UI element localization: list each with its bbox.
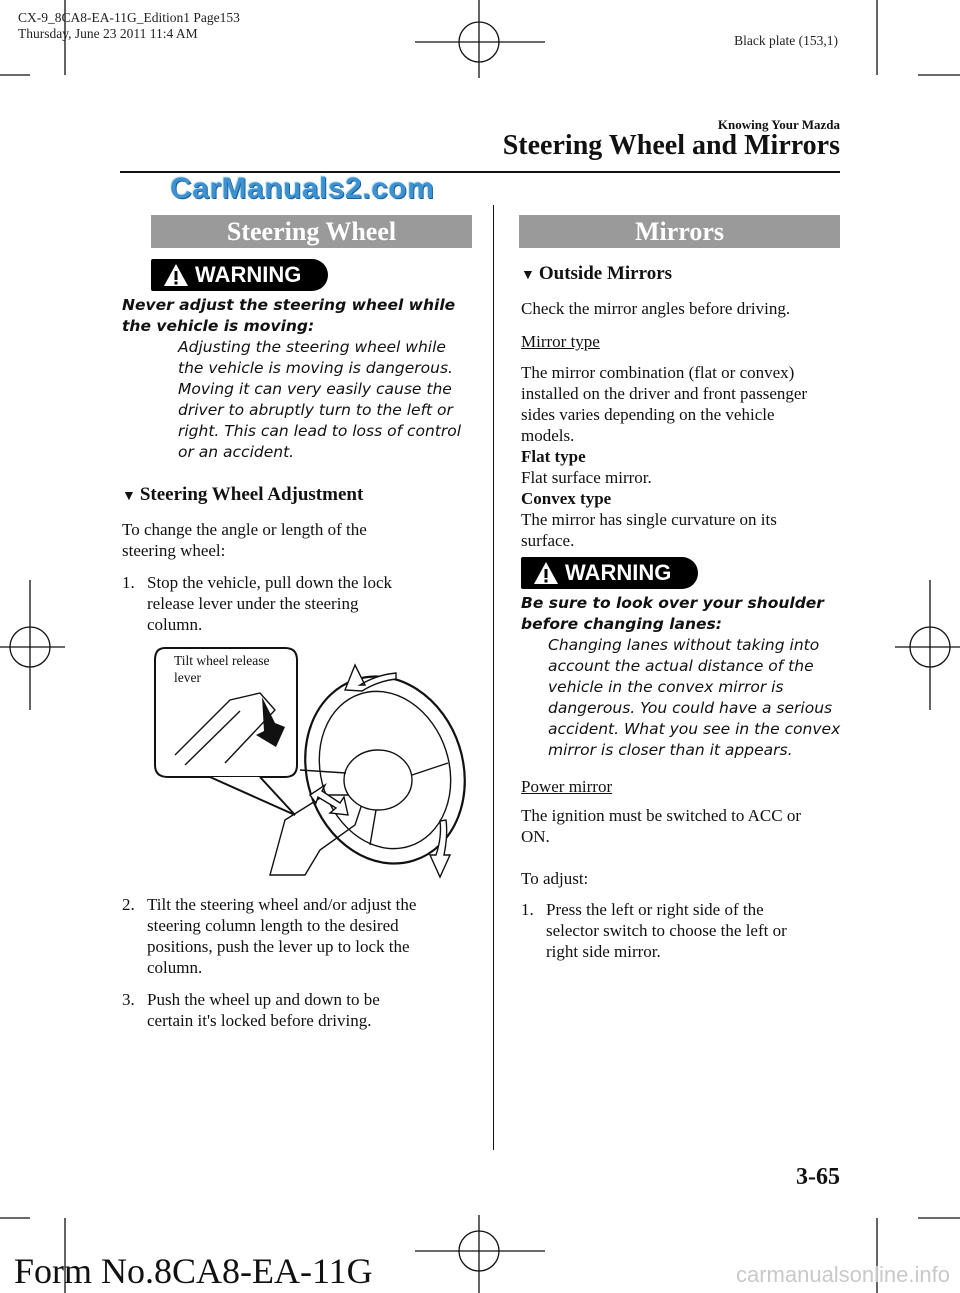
step-2	[122, 894, 487, 978]
step-line: positions, push the lever up to lock the	[147, 937, 410, 956]
print-metadata	[18, 10, 240, 42]
triangle-down-icon: ▼	[122, 489, 136, 504]
warning-label: WARNING	[195, 262, 302, 287]
warning-badge	[151, 259, 328, 291]
subhead-text: Outside Mirrors	[538, 263, 673, 284]
warning-label: WARNING	[565, 560, 672, 585]
warning-body-line: Moving it can very easily cause the	[178, 380, 452, 398]
figure-caption-line: Tilt wheel release	[174, 653, 270, 668]
warning-body-line: or an accident.	[178, 443, 295, 461]
step-number: 1.	[122, 573, 135, 592]
warning-body-line: driver to abruptly turn to the left or	[178, 401, 453, 419]
mirrors-banner: Mirrors	[519, 215, 840, 248]
warning-triangle-icon	[163, 263, 189, 287]
form-number: Form No.8CA8-EA-11G	[14, 1251, 373, 1291]
warning-body-line: the vehicle is moving is dangerous.	[178, 359, 453, 377]
flat-type-label: Flat type	[521, 447, 586, 466]
warning-lead-line: before changing lanes:	[521, 615, 722, 633]
page-title: Steering Wheel and Mirrors	[502, 130, 840, 161]
body-line: ON.	[521, 827, 550, 846]
warning-body-line: dangerous. You could have a serious	[548, 699, 833, 717]
step-number: 2.	[122, 895, 135, 914]
warning-body-line: Adjusting the steering wheel while	[178, 338, 446, 356]
triangle-down-icon: ▼	[521, 268, 535, 283]
step-line: certain it's locked before driving.	[147, 1011, 372, 1030]
step-line: selector switch to choose the left or	[546, 921, 787, 940]
step-1	[122, 572, 482, 635]
body-line: installed on the driver and front passenger	[521, 384, 808, 403]
warning-lead-line: Never adjust the steering wheel while	[122, 296, 456, 314]
check-mirror-text: Check the mirror angles before driving.	[521, 299, 791, 318]
intro-line: To change the angle or length of the	[122, 520, 367, 539]
subhead-text: Steering Wheel Adjustment	[139, 484, 364, 505]
body-line: The mirror combination (flat or convex)	[521, 363, 795, 382]
section-label: Knowing Your Mazda	[717, 117, 840, 132]
warning-lead-line: the vehicle is moving:	[122, 317, 315, 335]
warning-body	[548, 635, 840, 761]
step-line: Tilt the steering wheel and/or adjust the	[147, 895, 417, 914]
to-adjust-label: To adjust:	[521, 869, 589, 888]
figure-caption-line: lever	[174, 670, 201, 685]
warning-body-line: account the actual distance of the	[548, 657, 814, 675]
body-line: The mirror has single curvature on its	[521, 510, 777, 529]
column-divider	[493, 205, 494, 1150]
steering-intro	[122, 519, 367, 561]
step-number: 3.	[122, 990, 135, 1009]
body-line: surface.	[521, 531, 575, 550]
step-line: steering column length to the desired	[147, 916, 399, 935]
power-mirror-body	[521, 805, 801, 847]
step-line: Stop the vehicle, pull down the lock	[147, 573, 393, 592]
power-mirror-heading: Power mirror	[521, 777, 613, 796]
flat-type-body: Flat surface mirror.	[521, 468, 652, 487]
step-line: right side mirror.	[546, 942, 661, 961]
step-line: column.	[147, 958, 203, 977]
watermark: carmanualsonline.info	[735, 1262, 950, 1287]
warning-triangle-icon	[533, 561, 559, 585]
warning-body-line: right. This can lead to loss of control	[178, 422, 462, 440]
site-logo[interactable]: CarManuals2.com	[170, 172, 435, 205]
mirror-type-heading: Mirror type	[521, 332, 600, 351]
print-meta-line-2: Thursday, June 23 2011 11:4 AM	[18, 26, 198, 41]
convex-type-label: Convex type	[521, 489, 612, 508]
warning-body-line: mirror is closer than it appears.	[548, 741, 793, 759]
warning-lead	[122, 295, 455, 337]
step-number: 1.	[521, 900, 534, 919]
warning-badge	[521, 557, 698, 589]
step-line: Push the wheel up and down to be	[147, 990, 380, 1009]
body-line: sides varies depending on the vehicle	[521, 405, 775, 424]
warning-lead	[521, 593, 824, 635]
intro-line: steering wheel:	[122, 541, 226, 560]
plate-label: Black plate (153,1)	[734, 33, 838, 48]
step-line: Press the left or right side of the	[546, 900, 764, 919]
warning-body	[178, 337, 461, 463]
body-line: The ignition must be switched to ACC or	[521, 806, 802, 825]
steering-wheel-banner: Steering Wheel	[151, 215, 472, 248]
warning-body-line: accident. What you see in the convex	[548, 720, 841, 738]
mirror-type-body	[521, 362, 807, 551]
warning-body-line: vehicle in the convex mirror is	[548, 678, 784, 696]
step-line: release lever under the steering	[147, 594, 359, 613]
body-line: models.	[521, 426, 575, 445]
print-meta-line-1: CX-9_8CA8-EA-11G_Edition1 Page153	[18, 10, 240, 25]
outside-mirrors-heading	[521, 263, 672, 285]
mirror-step-1	[521, 899, 841, 962]
step-3	[122, 989, 482, 1031]
step-line: column.	[147, 615, 203, 634]
steering-adjustment-heading	[122, 484, 363, 506]
warning-body-line: Changing lanes without taking into	[548, 636, 820, 654]
warning-lead-line: Be sure to look over your shoulder	[521, 594, 824, 612]
figure-caption	[174, 652, 269, 686]
page-number: 3-65	[796, 1164, 840, 1190]
